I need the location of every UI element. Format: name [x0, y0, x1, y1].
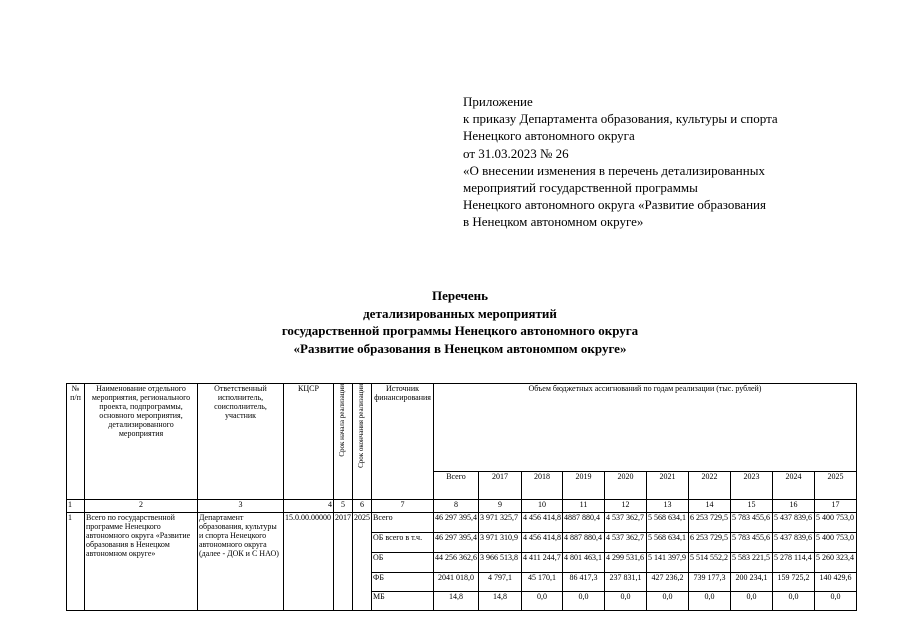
col-number: 5	[334, 500, 353, 513]
appendix-line: от 31.03.2023 № 26	[463, 145, 569, 161]
budget-cell: 0,0	[647, 592, 689, 611]
source-label: Всего	[372, 513, 434, 533]
header-year: Всего	[434, 472, 479, 500]
col-number: 11	[563, 500, 605, 513]
appendix-line: «О внесении изменения в перечень детализированных	[463, 162, 765, 178]
budget-cell: 0,0	[731, 592, 773, 611]
col-number: 1	[67, 500, 85, 513]
budget-cell: 0,0	[563, 592, 605, 611]
budget-cell: 0,0	[815, 592, 857, 611]
budget-cell: 3 966 513,8	[479, 553, 522, 573]
budget-cell: 5 141 397,9	[647, 553, 689, 573]
col-number: 3	[198, 500, 284, 513]
source-label: ФБ	[372, 573, 434, 592]
header-year: 2020	[605, 472, 647, 500]
row-num: 1	[67, 513, 85, 611]
title-line: Перечень	[431, 288, 489, 303]
col-number: 6	[353, 500, 372, 513]
budget-cell: 46 297 395,4	[434, 513, 479, 533]
row-start: 2017	[334, 513, 353, 611]
row-kcsr: 15.0.00.00000	[284, 513, 334, 611]
header-year: 2023	[731, 472, 773, 500]
budget-cell: 159 725,2	[773, 573, 815, 592]
header-year: 2022	[689, 472, 731, 500]
header-name: Наименование отдельного мероприятия, регионального проекта, подпрограммы, основного мероприятия, детализированного мероприятия	[85, 384, 198, 500]
activities-table	[66, 383, 857, 611]
header-end-text: Срок окончания реализации	[357, 384, 366, 468]
source-label: ОБ	[372, 553, 434, 573]
budget-cell: 5 514 552,2	[689, 553, 731, 573]
budget-cell: 2041 018,0	[434, 573, 479, 592]
header-source: Источник финансирования	[372, 384, 434, 500]
header-budget: Объем бюджетных ассигнований по годам реализации (тыс. рублей)	[434, 384, 857, 472]
budget-cell: 5 568 634,1	[647, 533, 689, 553]
budget-cell: 140 429,6	[815, 573, 857, 592]
budget-cell: 4887 880,4	[563, 513, 605, 533]
budget-cell: 5 400 753,0	[815, 533, 857, 553]
row-executor: Департамент образования, культуры и спорта Ненецкого автономного округа (далее - ДОК и С НАО)	[198, 513, 284, 611]
header-year: 2019	[563, 472, 605, 500]
row-end: 2025	[353, 513, 372, 611]
header-start	[334, 384, 353, 500]
col-number: 13	[647, 500, 689, 513]
budget-cell: 427 236,2	[647, 573, 689, 592]
budget-cell: 44 256 362,6	[434, 553, 479, 573]
budget-cell: 45 170,1	[522, 573, 563, 592]
col-number: 17	[815, 500, 857, 513]
budget-cell: 200 234,1	[731, 573, 773, 592]
header-year: 2025	[815, 472, 857, 500]
budget-cell: 4 797,1	[479, 573, 522, 592]
header-year: 2021	[647, 472, 689, 500]
budget-cell: 5 568 634,1	[647, 513, 689, 533]
appendix-line: мероприятий государственной программы	[463, 180, 698, 196]
budget-cell: 5 437 839,6	[773, 533, 815, 553]
budget-cell: 14,8	[434, 592, 479, 611]
appendix-header	[463, 93, 778, 231]
budget-cell: 6 253 729,5	[689, 513, 731, 533]
header-kcsr: КЦСР	[284, 384, 334, 500]
header-year: 2018	[522, 472, 563, 500]
budget-cell: 0,0	[773, 592, 815, 611]
col-number: 9	[479, 500, 522, 513]
budget-cell: 5 278 114,4	[773, 553, 815, 573]
appendix-line: Ненецкого автономного округа	[463, 128, 635, 144]
header-start-text: Срок начала реализации	[338, 384, 347, 457]
budget-cell: 4 456 414,8	[522, 513, 563, 533]
budget-cell: 5 260 323,4	[815, 553, 857, 573]
column-number-row	[67, 500, 857, 513]
budget-cell: 86 417,3	[563, 573, 605, 592]
budget-cell: 4 887 880,4	[563, 533, 605, 553]
col-number: 2	[85, 500, 198, 513]
row-name: Всего по государственной программе Ненецкого автономного округа «Развитие образования в Ненецком автономном округе»	[85, 513, 198, 611]
header-end	[353, 384, 372, 500]
budget-cell: 237 831,1	[605, 573, 647, 592]
header-year: 2017	[479, 472, 522, 500]
col-number: 4	[284, 500, 334, 513]
budget-cell: 5 583 221,5	[731, 553, 773, 573]
col-number: 16	[773, 500, 815, 513]
budget-cell: 0,0	[605, 592, 647, 611]
title-line: детализированных мероприятий	[363, 305, 557, 321]
appendix-line: Ненецкого автономного округа «Развитие образования	[463, 197, 766, 213]
budget-cell: 739 177,3	[689, 573, 731, 592]
header-num: № п/п	[67, 384, 85, 500]
budget-cell: 5 437 839,6	[773, 513, 815, 533]
budget-cell: 4 299 531,6	[605, 553, 647, 573]
col-number: 8	[434, 500, 479, 513]
col-number: 15	[731, 500, 773, 513]
budget-cell: 4 456 414,8	[522, 533, 563, 553]
budget-cell: 46 297 395,4	[434, 533, 479, 553]
budget-cell: 5 783 455,6	[731, 533, 773, 553]
title-line: «Развитие образования в Ненецком автономпом округе»	[293, 340, 627, 356]
source-label: ОБ всего в т.ч.	[372, 533, 434, 553]
appendix-line: Приложение	[463, 94, 533, 109]
document-title	[200, 287, 720, 357]
budget-cell: 4 411 244,7	[522, 553, 563, 573]
budget-cell: 0,0	[689, 592, 731, 611]
budget-cell: 5 400 753,0	[815, 513, 857, 533]
appendix-line: в Ненецком автономном округе»	[463, 214, 644, 230]
budget-cell: 6 253 729,5	[689, 533, 731, 553]
title-line: государственной программы Ненецкого автономного округа	[281, 323, 639, 338]
budget-cell: 14,8	[479, 592, 522, 611]
source-label: МБ	[372, 592, 434, 611]
budget-cell: 4 537 362,7	[605, 533, 647, 553]
col-number: 7	[372, 500, 434, 513]
budget-cell: 3 971 325,7	[479, 513, 522, 533]
col-number: 14	[689, 500, 731, 513]
header-year: 2024	[773, 472, 815, 500]
budget-cell: 5 783 455,6	[731, 513, 773, 533]
budget-cell: 0,0	[522, 592, 563, 611]
budget-cell: 4 537 362,7	[605, 513, 647, 533]
col-number: 12	[605, 500, 647, 513]
budget-cell: 3 971 310,9	[479, 533, 522, 553]
appendix-line: к приказу Департамента образования, культуры и спорта	[463, 111, 778, 127]
header-executor: Ответственный исполнитель, соисполнитель, участник	[198, 384, 284, 500]
col-number: 10	[522, 500, 563, 513]
budget-cell: 4 801 463,1	[563, 553, 605, 573]
table-row	[67, 513, 857, 533]
